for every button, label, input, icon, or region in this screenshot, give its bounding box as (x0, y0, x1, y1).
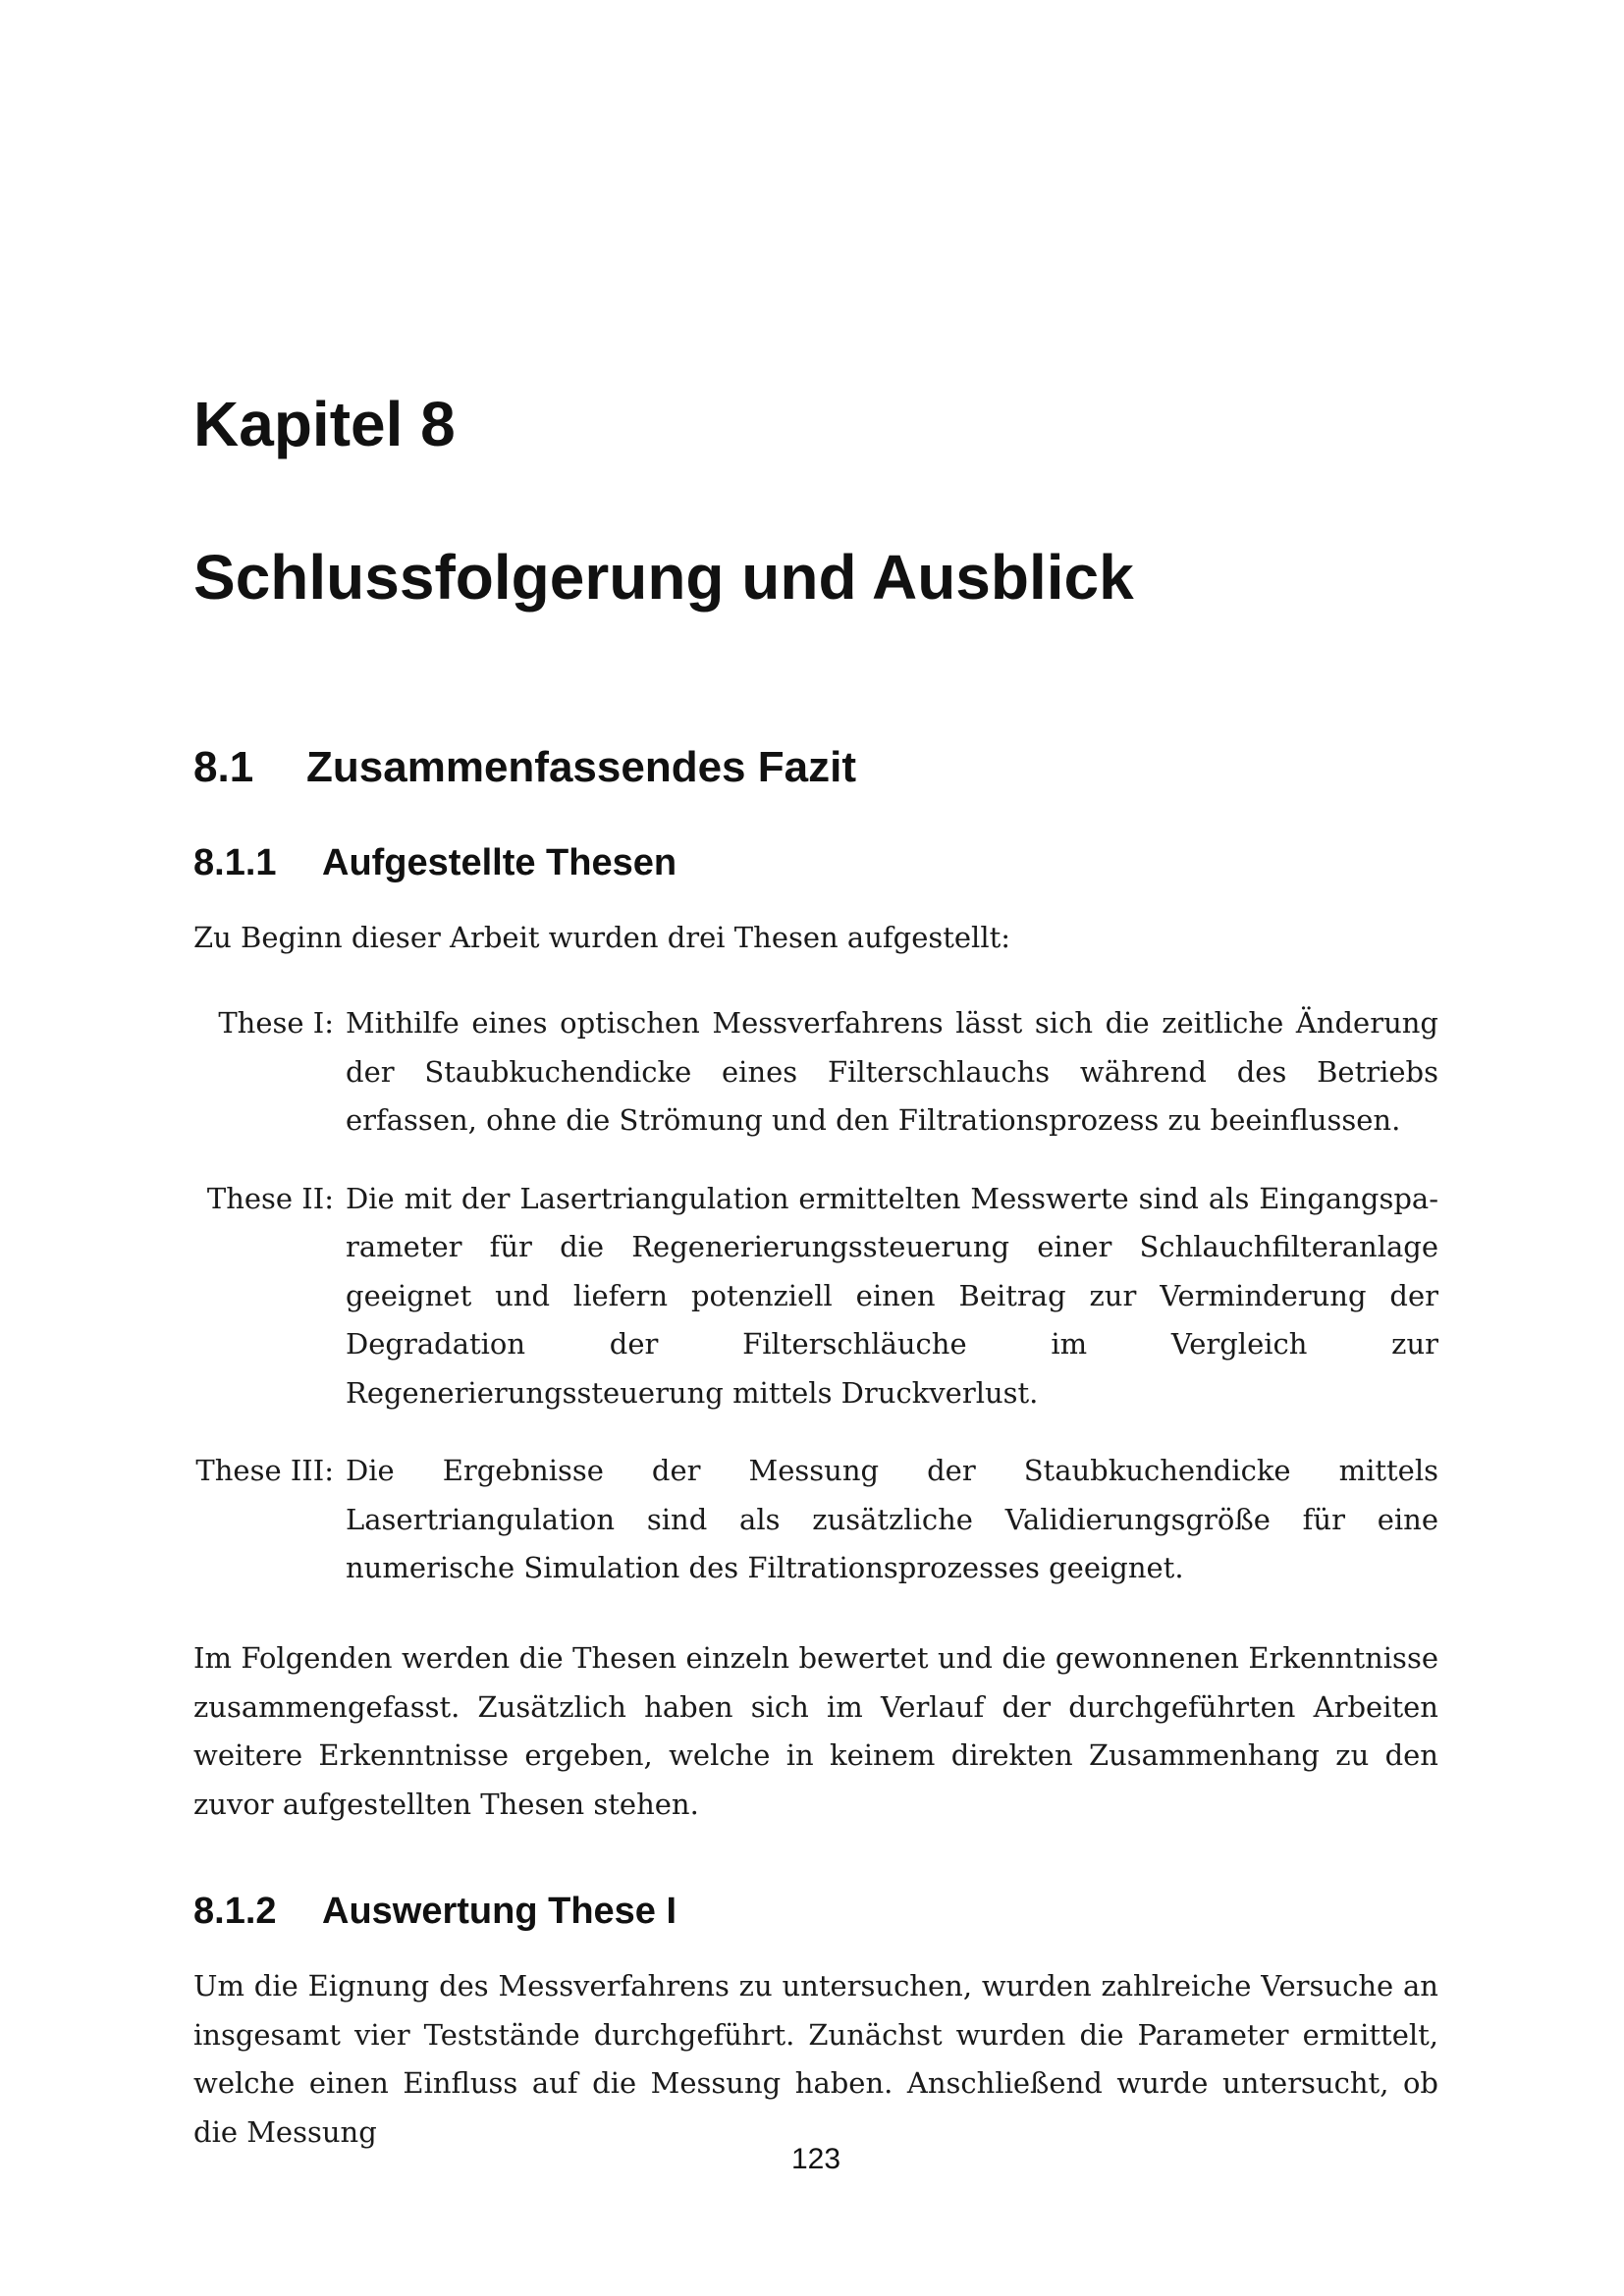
thesis-item (193, 999, 1438, 1146)
section-heading (193, 740, 856, 795)
chapter-title: Schlussfolgerung und Ausblick (193, 542, 1134, 613)
thesis-item (193, 1175, 1438, 1418)
intro-paragraph: Zu Beginn dieser Arbeit wurden drei Thesen aufgestellt: (193, 921, 1011, 954)
evaluation-paragraph: Um die Eignung des Messverfahrens zu untersuchen, wurden zahlreiche Versuche an insgesamt vier Teststände durchgeführt. Zunächst wurden die Parameter ermittelt, welche einen Einfluss auf die Messung haben. Anschließend wurde untersucht, ob die Messung (193, 1969, 1438, 2149)
thesis-text: Die mit der Lasertriangulation ermittelten Messwerte sind als Eingangsparameter für die Regenerierungssteuerung einer Schlauchfilteranlage geeignet und liefern potenziell einen Beitrag zur Verminderung der Degradation der Filterschläuche im Vergleich zur Regenerierungssteuerung mittels Druckverlust. (346, 1181, 1438, 1410)
thesis-label: These III: (195, 1454, 334, 1487)
section-number: 8.1 (193, 743, 254, 791)
chapter-label: Kapitel 8 (193, 389, 456, 459)
subsection-title: Aufgestellte Thesen (322, 842, 677, 883)
subsection-number: 8.1.1 (193, 842, 277, 883)
section-title: Zusammenfassendes Fazit (306, 743, 856, 791)
theses-list (193, 999, 1438, 1623)
page-number: 123 (790, 2143, 841, 2175)
summary-paragraph: Im Folgenden werden die Thesen einzeln bewertet und die gewonnenen Erkenntnisse zusammengefasst. Zusätzlich haben sich im Verlauf der durchgeführten Arbeiten weitere Erkenntnisse ergeben, welche in keinem direkten Zusammenhang zu den zuvor aufgestellten Thesen stehen. (193, 1641, 1438, 1821)
thesis-item (193, 1447, 1438, 1593)
thesis-text: Mithilfe eines optischen Messverfahrens lässt sich die zeitliche Änderung der Staubkuchendicke eines Filterschlauchs während des Betriebs erfassen, ohne die Strömung und den Filtrationsprozess zu beeinflussen. (346, 1006, 1438, 1137)
subsection-heading-8-1-1 (193, 839, 677, 886)
subsection-title: Auswertung These I (322, 1891, 677, 1932)
subsection-heading-8-1-2 (193, 1888, 677, 1935)
page (193, 0, 1438, 2296)
subsection-number: 8.1.2 (193, 1891, 277, 1932)
thesis-label: These I: (218, 1006, 334, 1040)
thesis-label: These II: (206, 1181, 334, 1215)
thesis-text: Die Ergebnisse der Messung der Staubkuchendicke mittels Lasertriangulation sind als zusätzliche Validierungsgröße für eine numerische Simulation des Filtrationsprozesses geeignet. (346, 1454, 1438, 1584)
